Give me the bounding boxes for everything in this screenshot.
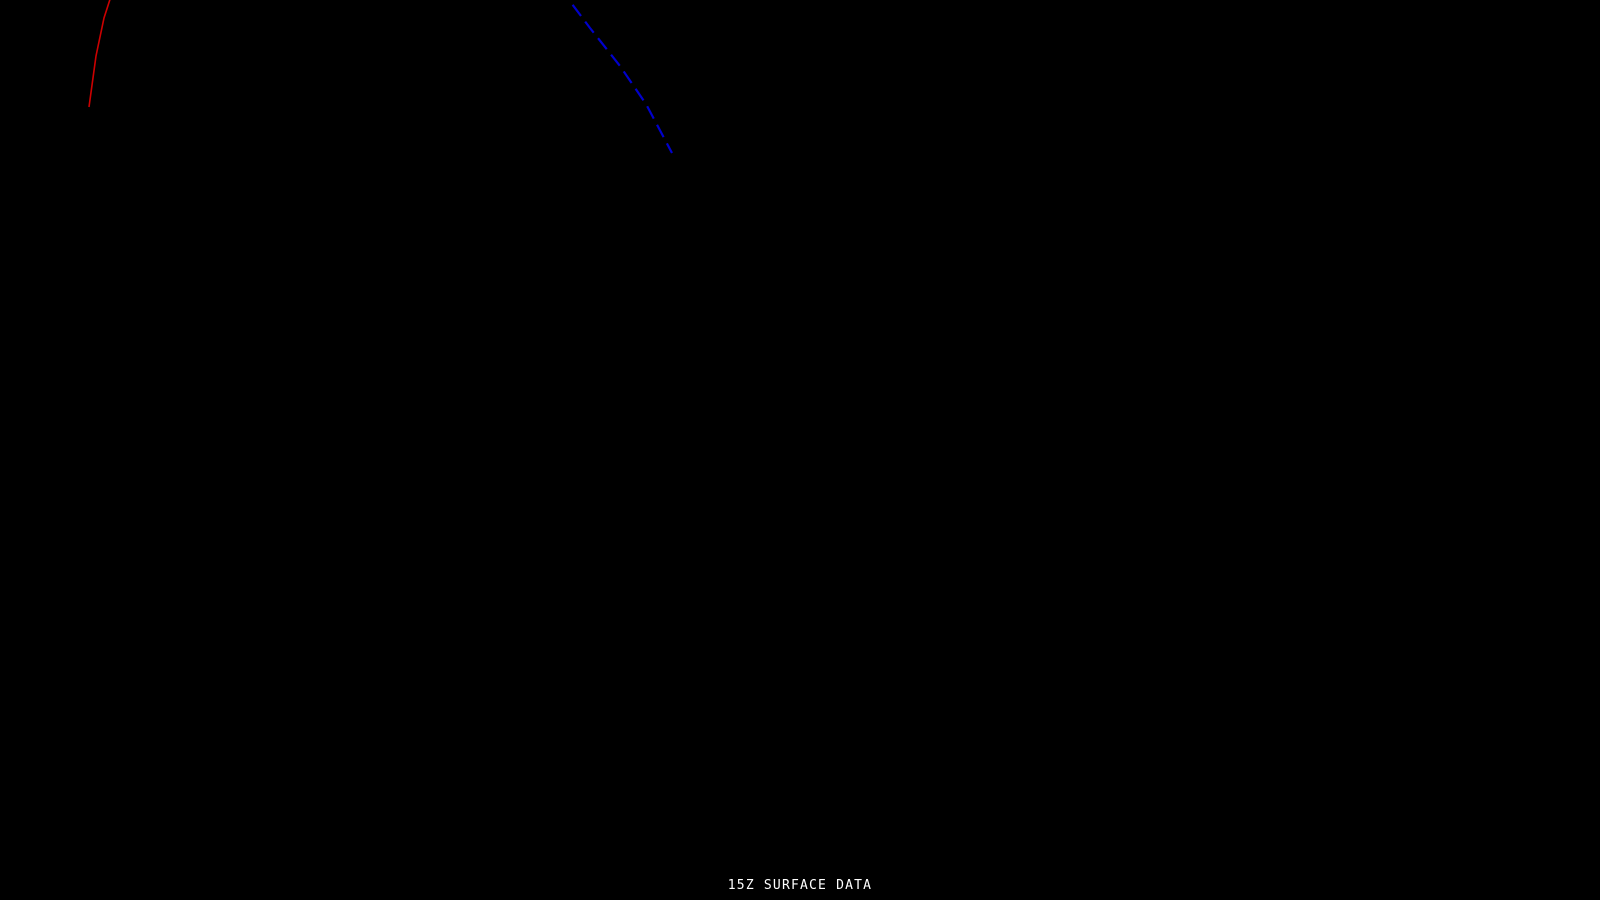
map-caption: 15Z SURFACE DATA bbox=[727, 878, 873, 893]
